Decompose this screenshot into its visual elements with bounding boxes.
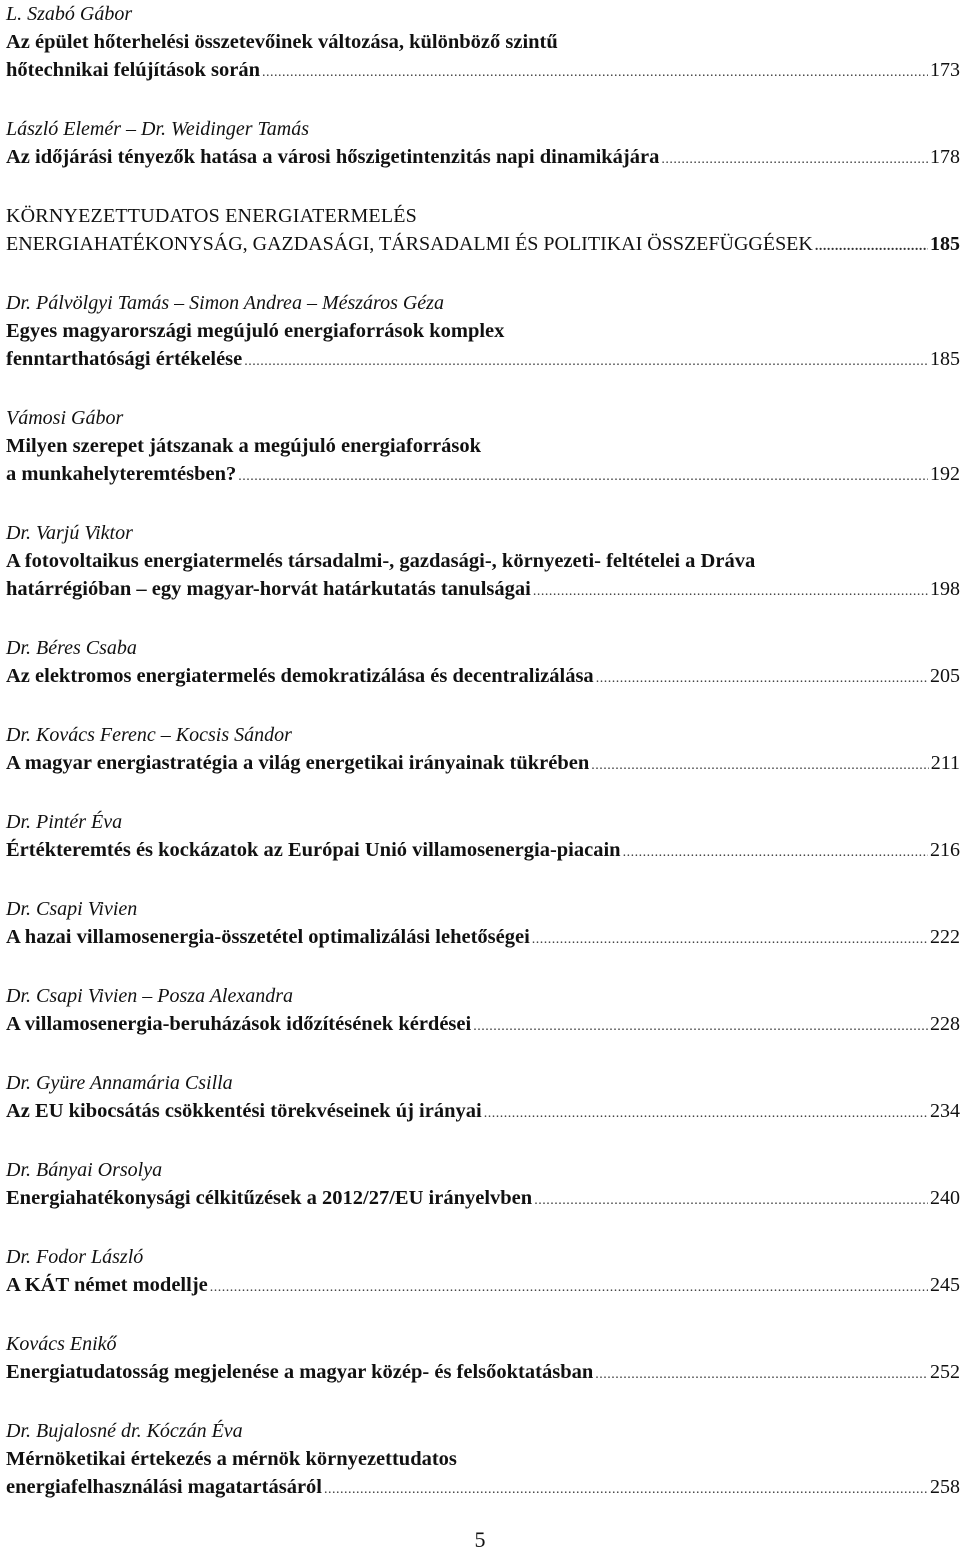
- toc-entry[interactable]: [6, 982, 960, 1041]
- entry-author: László Elemér – Dr. Weidinger Tamás: [6, 118, 309, 140]
- entry-title-last-line: [6, 143, 960, 174]
- dot-leader: [244, 348, 928, 376]
- dot-leader: [591, 752, 928, 780]
- entry-title-line: Mérnöketikai értekezés a mérnök környezettudatos: [6, 1448, 457, 1470]
- dot-leader: [534, 1187, 928, 1215]
- entry-title: [6, 749, 960, 780]
- entry-title: [6, 547, 960, 606]
- entry-title-last-line: [6, 836, 960, 867]
- entry-author: L. Szabó Gábor: [6, 3, 133, 25]
- toc-entry[interactable]: [6, 404, 960, 491]
- entry-title: [6, 1184, 960, 1215]
- entry-title-text: energiafelhasználási magatartásáról: [6, 1476, 322, 1498]
- dot-leader: [484, 1100, 928, 1128]
- dot-leader: [532, 926, 928, 954]
- entry-title-line: Milyen szerepet játszanak a megújuló energiaforrások: [6, 435, 482, 457]
- page-number: 5: [474, 1527, 486, 1552]
- entry-author: Dr. Fodor László: [6, 1246, 144, 1268]
- entry-title-text: Energiahatékonysági célkitűzések a 2012/27/EU irányelvben: [6, 1187, 533, 1209]
- toc-entry[interactable]: [6, 721, 960, 780]
- entry-page-number: 222: [930, 926, 960, 948]
- toc-entry[interactable]: [6, 1330, 960, 1389]
- entry-page-number: 216: [930, 839, 960, 861]
- entry-page-number: 258: [930, 1476, 960, 1498]
- section-subtitle-line: [6, 230, 960, 261]
- entry-author: Dr. Varjú Viktor: [6, 522, 133, 544]
- entry-title-last-line: [6, 56, 960, 87]
- entry-author: Dr. Csapi Vivien – Posza Alexandra: [6, 985, 294, 1007]
- entry-title-last-line: [6, 1097, 960, 1128]
- entry-page-number: 228: [930, 1013, 960, 1035]
- entry-title: [6, 1358, 960, 1389]
- entry-author: Dr. Csapi Vivien: [6, 898, 138, 920]
- dot-leader: [661, 146, 928, 174]
- toc-entry[interactable]: [6, 0, 960, 87]
- toc-entry[interactable]: [6, 1243, 960, 1302]
- entry-page-number: 234: [930, 1100, 960, 1122]
- entry-title-text: A KÁT német modellje: [6, 1274, 208, 1296]
- entry-title-last-line: [6, 575, 960, 606]
- entry-title: [6, 143, 960, 174]
- section-subtitle-text: ENERGIAHATÉKONYSÁG, GAZDASÁGI, TÁRSADALMI ÉS POLITIKAI ÖSSZEFÜGGÉSEK: [6, 233, 813, 255]
- entry-title: [6, 432, 960, 491]
- table-of-contents: [6, 0, 960, 1532]
- entry-title-last-line: [6, 1271, 960, 1302]
- entry-author: Dr. Pintér Éva: [6, 811, 123, 833]
- entry-title-last-line: [6, 749, 960, 780]
- entry-title-text: Értékteremtés és kockázatok az Európai Unió villamosenergia-piacain: [6, 839, 621, 861]
- entry-title: [6, 1271, 960, 1302]
- entry-title-text: fenntarthatósági értékelése: [6, 348, 243, 370]
- entry-author: Dr. Gyüre Annamária Csilla: [6, 1072, 233, 1094]
- toc-entry[interactable]: [6, 808, 960, 867]
- entry-title-text: Az EU kibocsátás csökkentési törekvéseinek új irányai: [6, 1100, 482, 1122]
- entry-title-line: A fotovoltaikus energiatermelés társadalmi-, gazdasági-, környezeti- feltételei a Dráva: [6, 550, 756, 572]
- section-title: KÖRNYEZETTUDATOS ENERGIATERMELÉS: [6, 205, 418, 227]
- entry-title-text: Energiatudatosság megjelenése a magyar közép- és felsőoktatásban: [6, 1361, 594, 1383]
- entry-author: Kovács Enikő: [6, 1333, 117, 1355]
- entry-author: Dr. Bujalosné dr. Kóczán Éva: [6, 1420, 243, 1442]
- dot-leader: [533, 578, 928, 606]
- dot-leader: [210, 1274, 928, 1302]
- entry-author: Dr. Pálvölgyi Tamás – Simon Andrea – Mészáros Géza: [6, 292, 444, 314]
- entry-title-line: Egyes magyarországi megújuló energiaforrások komplex: [6, 320, 505, 342]
- toc-entry[interactable]: [6, 115, 960, 174]
- entry-title-last-line: [6, 923, 960, 954]
- toc-entry[interactable]: [6, 289, 960, 376]
- entry-page-number: 245: [930, 1274, 960, 1296]
- entry-title-last-line: [6, 345, 960, 376]
- entry-title: [6, 662, 960, 693]
- toc-entry[interactable]: [6, 1069, 960, 1128]
- entry-title-text: hőtechnikai felújítások során: [6, 59, 260, 81]
- entry-page-number: 178: [930, 146, 960, 168]
- entry-title-text: A villamosenergia-beruházások időzítésének kérdései: [6, 1013, 472, 1035]
- entry-title-last-line: [6, 1473, 960, 1504]
- entry-author: Dr. Béres Csaba: [6, 637, 137, 659]
- entry-title: [6, 1010, 960, 1041]
- dot-leader: [262, 59, 928, 87]
- entry-page-number: 173: [930, 59, 960, 81]
- entry-title-last-line: [6, 662, 960, 693]
- entry-title-text: A magyar energiastratégia a világ energetikai irányainak tükrében: [6, 752, 590, 774]
- toc-entry[interactable]: [6, 519, 960, 606]
- entry-title: [6, 28, 960, 87]
- entry-page-number: 192: [930, 463, 960, 485]
- entry-title: [6, 317, 960, 376]
- entry-author: Dr. Kovács Ferenc – Kocsis Sándor: [6, 724, 292, 746]
- entry-page-number: 240: [930, 1187, 960, 1209]
- dot-leader: [473, 1013, 928, 1041]
- entry-title-text: A hazai villamosenergia-összetétel optimalizálási lehetőségei: [6, 926, 530, 948]
- entry-page-number: 205: [930, 665, 960, 687]
- entry-title-text: a munkahelyteremtésben?: [6, 463, 237, 485]
- section-subtitle: [6, 230, 960, 261]
- entry-title-text: határrégióban – egy magyar-horvát határkutatás tanulságai: [6, 578, 531, 600]
- entry-title-text: Az elektromos energiatermelés demokratizálása és decentralizálása: [6, 665, 594, 687]
- toc-entry[interactable]: [6, 895, 960, 954]
- entry-page-number: 198: [930, 578, 960, 600]
- dot-leader: [324, 1476, 928, 1504]
- entry-title-last-line: [6, 1358, 960, 1389]
- entry-title-last-line: [6, 460, 960, 491]
- entry-page-number: 211: [930, 752, 960, 774]
- entry-title: [6, 923, 960, 954]
- dot-leader: [595, 1361, 928, 1389]
- entry-title: [6, 836, 960, 867]
- entry-title-last-line: [6, 1184, 960, 1215]
- dot-leader: [596, 665, 928, 693]
- dot-leader: [623, 839, 928, 867]
- entry-title-text: Az időjárási tényezők hatása a városi hőszigetintenzitás napi dinamikájára: [6, 146, 660, 168]
- entry-author: Vámosi Gábor: [6, 407, 124, 429]
- entry-page-number: 252: [930, 1361, 960, 1383]
- entry-title-last-line: [6, 1010, 960, 1041]
- toc-entry[interactable]: [6, 1417, 960, 1504]
- toc-entry[interactable]: [6, 634, 960, 693]
- entry-page-number: 185: [930, 348, 960, 370]
- dot-leader: [815, 233, 928, 261]
- toc-entry[interactable]: [6, 1156, 960, 1215]
- section-heading[interactable]: [6, 202, 960, 261]
- entry-title: [6, 1445, 960, 1504]
- entry-author: Dr. Bányai Orsolya: [6, 1159, 163, 1181]
- entry-title: [6, 1097, 960, 1128]
- dot-leader: [238, 463, 928, 491]
- entry-title-line: Az épület hőterhelési összetevőinek változása, különböző szintű: [6, 31, 558, 53]
- section-page-number: 185: [930, 233, 960, 255]
